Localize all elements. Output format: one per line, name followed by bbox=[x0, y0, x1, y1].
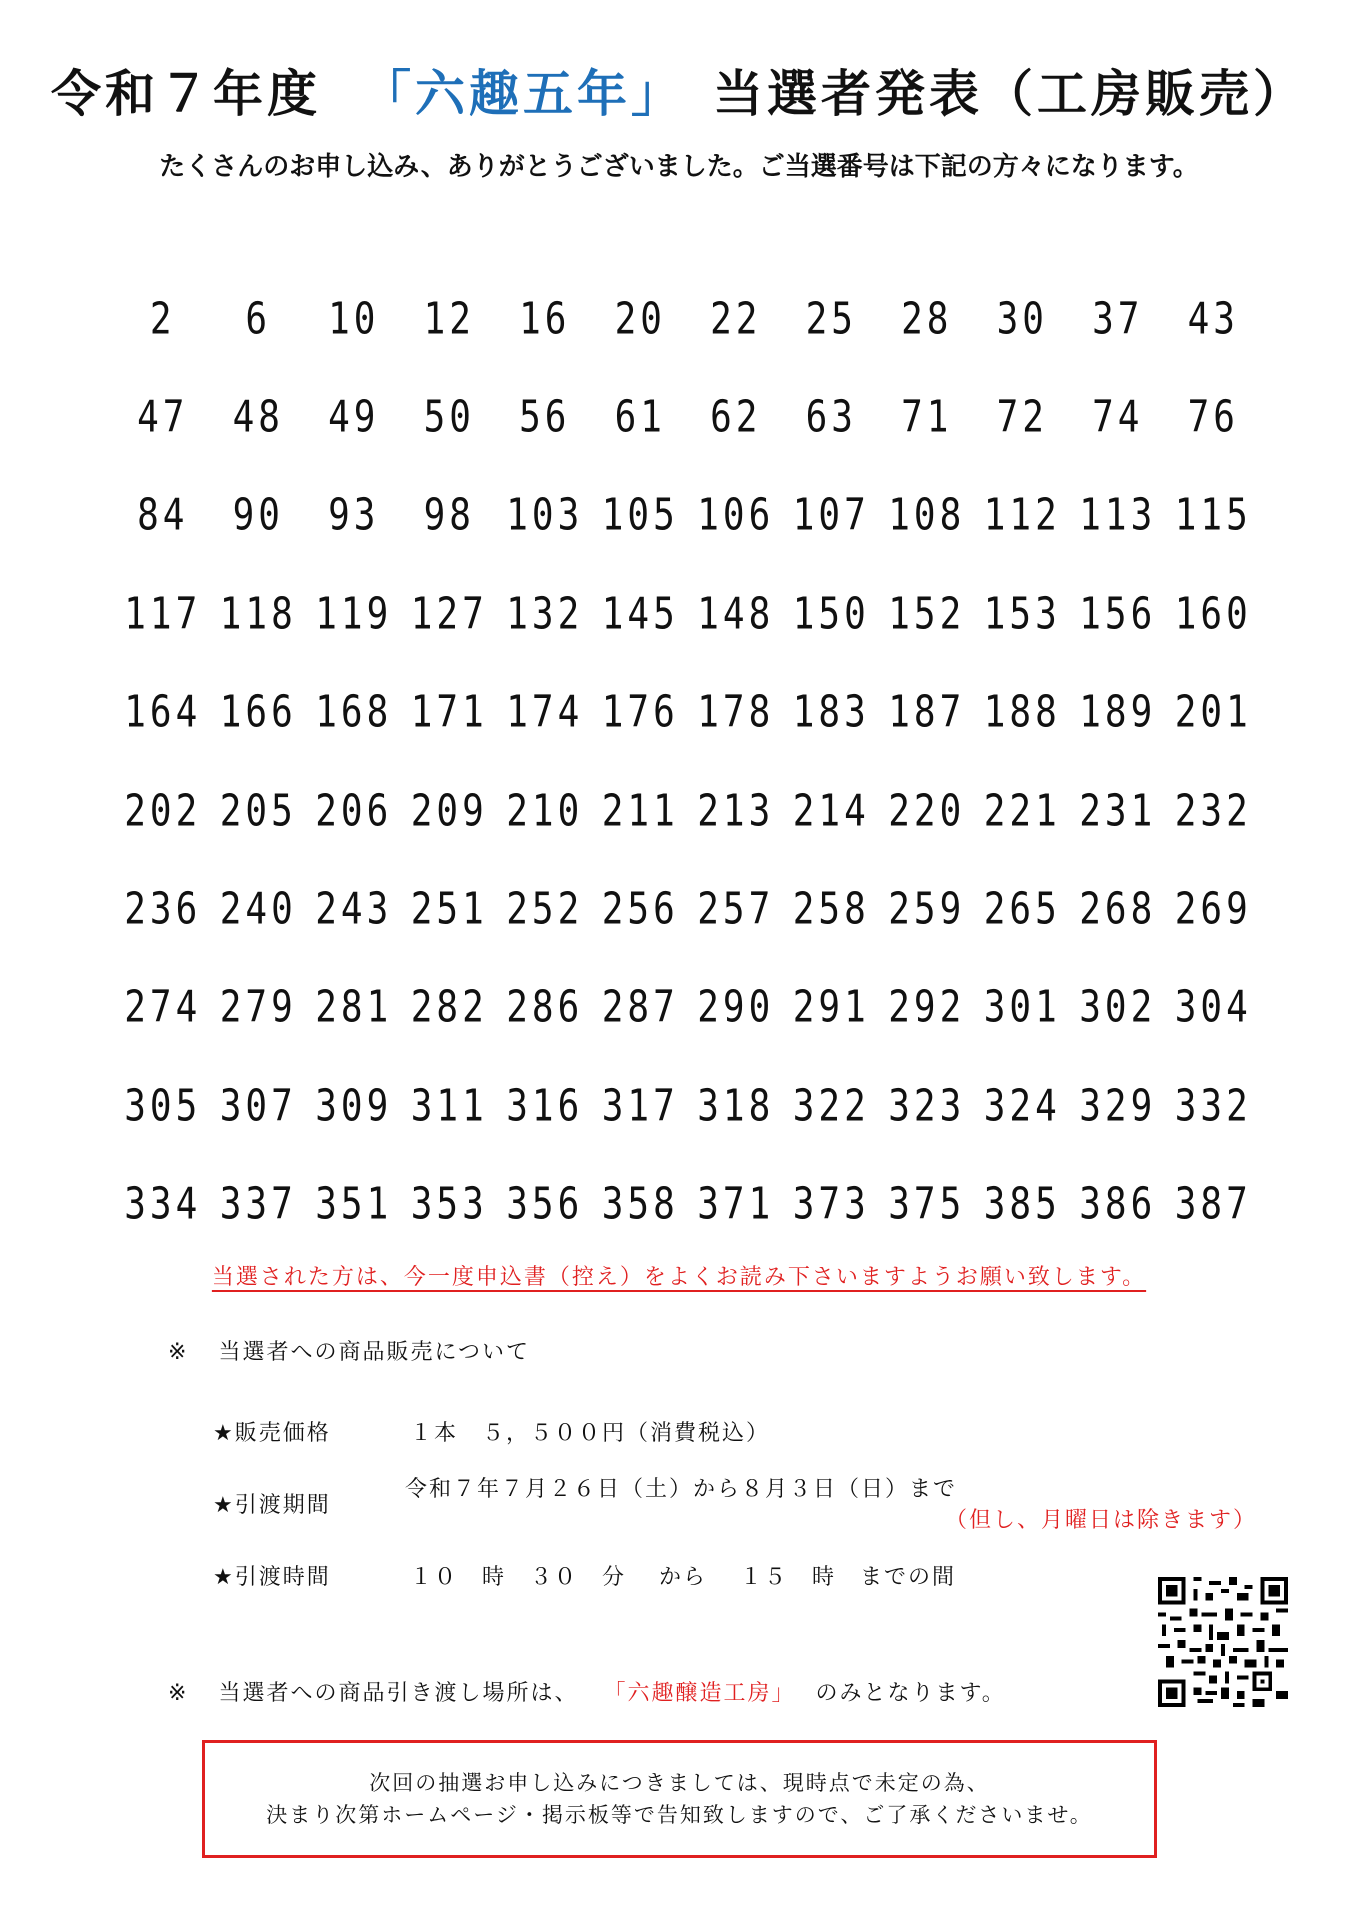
winning-number: 49 bbox=[328, 392, 380, 443]
winning-number: 127 bbox=[410, 589, 488, 640]
winning-number: 106 bbox=[697, 490, 775, 541]
winning-number: 211 bbox=[601, 786, 679, 837]
winning-number: 12 bbox=[423, 294, 475, 345]
number-row bbox=[115, 664, 1261, 762]
winning-number: 324 bbox=[983, 1081, 1061, 1132]
winning-number: 281 bbox=[315, 982, 393, 1033]
winning-number: 259 bbox=[888, 884, 966, 935]
page-subtitle: たくさんのお申し込み、ありがとうございました。ご当選番号は下記の方々になります。 bbox=[159, 152, 1199, 182]
winning-number: 178 bbox=[697, 687, 775, 738]
winning-number: 213 bbox=[697, 786, 775, 837]
winning-number: 371 bbox=[697, 1179, 775, 1230]
winning-number: 105 bbox=[601, 490, 679, 541]
winning-number: 252 bbox=[506, 884, 584, 935]
winning-number: 119 bbox=[315, 589, 393, 640]
winning-number: 117 bbox=[124, 589, 202, 640]
winning-number: 74 bbox=[1092, 392, 1144, 443]
number-row bbox=[115, 762, 1261, 860]
number-row bbox=[115, 1156, 1261, 1254]
next-lottery-notice-box bbox=[202, 1740, 1157, 1858]
winning-number: 160 bbox=[1174, 589, 1252, 640]
winning-number: 251 bbox=[410, 884, 488, 935]
winning-number: 150 bbox=[792, 589, 870, 640]
winning-number: 353 bbox=[410, 1179, 488, 1230]
winning-number: 188 bbox=[983, 687, 1061, 738]
winning-number: 322 bbox=[792, 1081, 870, 1132]
winning-number: 305 bbox=[124, 1081, 202, 1132]
time-label: ★引渡時間 bbox=[213, 1565, 331, 1590]
winning-number: 290 bbox=[697, 982, 775, 1033]
winning-number: 316 bbox=[506, 1081, 584, 1132]
winning-number: 176 bbox=[601, 687, 679, 738]
winning-number: 62 bbox=[710, 392, 762, 443]
winning-number: 90 bbox=[232, 490, 284, 541]
winning-number: 25 bbox=[805, 294, 857, 345]
winning-number: 265 bbox=[983, 884, 1061, 935]
reminder-notice-text: 当選された方は、今一度申込書（控え）をよくお読み下さいますようお願い致します。 bbox=[211, 1265, 1147, 1290]
period-value: 令和７年７月２６日（土）から８月３日（日）まで bbox=[405, 1477, 958, 1502]
winning-number: 231 bbox=[1079, 786, 1157, 837]
winning-number: 6 bbox=[245, 294, 272, 345]
winning-number: 164 bbox=[124, 687, 202, 738]
winning-number: 301 bbox=[983, 982, 1061, 1033]
winning-number: 268 bbox=[1079, 884, 1157, 935]
delivery-note-suffix: のみとなります。 bbox=[815, 1681, 1006, 1706]
winning-number: 221 bbox=[983, 786, 1061, 837]
winning-number: 292 bbox=[888, 982, 966, 1033]
winning-number: 291 bbox=[792, 982, 870, 1033]
winning-number: 145 bbox=[601, 589, 679, 640]
winning-number: 61 bbox=[614, 392, 666, 443]
winning-number: 113 bbox=[1079, 490, 1157, 541]
winning-number: 257 bbox=[697, 884, 775, 935]
winning-number: 205 bbox=[219, 786, 297, 837]
winning-number: 50 bbox=[423, 392, 475, 443]
winning-number: 152 bbox=[888, 589, 966, 640]
winning-number: 386 bbox=[1079, 1179, 1157, 1230]
winning-number: 43 bbox=[1187, 294, 1239, 345]
winning-number: 206 bbox=[315, 786, 393, 837]
winning-number: 243 bbox=[315, 884, 393, 935]
winning-number: 287 bbox=[601, 982, 679, 1033]
winning-number: 103 bbox=[506, 490, 584, 541]
winning-number: 112 bbox=[983, 490, 1061, 541]
price-label: ★販売価格 bbox=[213, 1421, 331, 1446]
winning-number: 187 bbox=[888, 687, 966, 738]
winning-number: 256 bbox=[601, 884, 679, 935]
winning-number: 323 bbox=[888, 1081, 966, 1132]
period-exception: （但し、月曜日は除きます） bbox=[945, 1508, 1258, 1533]
winning-number: 84 bbox=[137, 490, 189, 541]
next-notice-line2: 決まり次第ホームページ・掲示板等で告知致しますので、ご了承くださいませ。 bbox=[266, 1803, 1093, 1827]
winning-number: 220 bbox=[888, 786, 966, 837]
winning-number: 202 bbox=[124, 786, 202, 837]
number-row bbox=[115, 467, 1261, 565]
page-title bbox=[0, 54, 1358, 126]
winning-number: 132 bbox=[506, 589, 584, 640]
winning-number: 30 bbox=[996, 294, 1048, 345]
winning-number: 108 bbox=[888, 490, 966, 541]
winning-number: 93 bbox=[328, 490, 380, 541]
winning-number: 311 bbox=[410, 1081, 488, 1132]
winning-number: 72 bbox=[996, 392, 1048, 443]
winning-number: 351 bbox=[315, 1179, 393, 1230]
number-row bbox=[115, 959, 1261, 1057]
reference-mark-icon: ※ bbox=[168, 1340, 189, 1365]
winning-number: 171 bbox=[410, 687, 488, 738]
winning-number: 332 bbox=[1174, 1081, 1252, 1132]
winning-number: 10 bbox=[328, 294, 380, 345]
winning-number: 329 bbox=[1079, 1081, 1157, 1132]
winning-number: 48 bbox=[232, 392, 284, 443]
sales-note bbox=[168, 1335, 530, 1366]
winning-number: 189 bbox=[1079, 687, 1157, 738]
winning-number: 156 bbox=[1079, 589, 1157, 640]
number-row bbox=[115, 565, 1261, 663]
number-row bbox=[115, 270, 1261, 368]
winning-number: 16 bbox=[519, 294, 571, 345]
winning-number: 166 bbox=[219, 687, 297, 738]
winning-number: 318 bbox=[697, 1081, 775, 1132]
winning-number: 37 bbox=[1092, 294, 1144, 345]
winning-number: 309 bbox=[315, 1081, 393, 1132]
winning-number: 210 bbox=[506, 786, 584, 837]
winning-number: 148 bbox=[697, 589, 775, 640]
winning-number: 373 bbox=[792, 1179, 870, 1230]
winning-number: 214 bbox=[792, 786, 870, 837]
winning-number: 304 bbox=[1174, 982, 1252, 1033]
winning-number: 286 bbox=[506, 982, 584, 1033]
reminder-notice bbox=[0, 1260, 1358, 1291]
winning-number: 334 bbox=[124, 1179, 202, 1230]
period-label: ★引渡期間 bbox=[213, 1493, 331, 1518]
number-row bbox=[115, 368, 1261, 466]
delivery-place: 「六趣醸造工房」 bbox=[614, 1681, 796, 1706]
delivery-note bbox=[168, 1676, 1006, 1707]
winning-number: 337 bbox=[219, 1179, 297, 1230]
winning-number: 47 bbox=[137, 392, 189, 443]
winning-number: 183 bbox=[792, 687, 870, 738]
delivery-note-text: 当選者への商品引き渡し場所は、 bbox=[218, 1681, 579, 1706]
winning-number: 63 bbox=[805, 392, 857, 443]
winning-number: 279 bbox=[219, 982, 297, 1033]
winning-number: 387 bbox=[1174, 1179, 1252, 1230]
title-suffix: 当選者発表（工房販売） bbox=[713, 65, 1307, 123]
winning-number: 282 bbox=[410, 982, 488, 1033]
winning-number: 385 bbox=[983, 1179, 1061, 1230]
winning-number: 168 bbox=[315, 687, 393, 738]
winning-number: 107 bbox=[792, 490, 870, 541]
winning-number: 98 bbox=[423, 490, 475, 541]
winning-number: 28 bbox=[901, 294, 953, 345]
winning-number: 118 bbox=[219, 589, 297, 640]
number-row bbox=[115, 860, 1261, 958]
winning-number: 174 bbox=[506, 687, 584, 738]
number-row bbox=[115, 1057, 1261, 1155]
winning-number: 274 bbox=[124, 982, 202, 1033]
winning-number: 236 bbox=[124, 884, 202, 935]
winning-number: 201 bbox=[1174, 687, 1252, 738]
winning-number: 20 bbox=[614, 294, 666, 345]
winning-numbers-grid bbox=[115, 270, 1261, 1254]
reference-mark-icon: ※ bbox=[168, 1681, 189, 1706]
winning-number: 71 bbox=[901, 392, 953, 443]
winning-number: 356 bbox=[506, 1179, 584, 1230]
winning-number: 375 bbox=[888, 1179, 966, 1230]
product-name: 「六趣五年」 bbox=[361, 65, 685, 123]
winning-number: 209 bbox=[410, 786, 488, 837]
price-value: １本 ５，５００円（消費税込） bbox=[410, 1421, 771, 1446]
qr-code[interactable] bbox=[1157, 1577, 1289, 1707]
winning-number: 22 bbox=[710, 294, 762, 345]
winning-number: 76 bbox=[1187, 392, 1239, 443]
winning-number: 358 bbox=[601, 1179, 679, 1230]
winning-number: 56 bbox=[519, 392, 571, 443]
winning-number: 153 bbox=[983, 589, 1061, 640]
time-value: １０ 時 ３０ 分 から １５ 時 までの間 bbox=[410, 1565, 956, 1590]
next-notice-line1: 次回の抽選お申し込みにつきましては、現時点で未定の為、 bbox=[369, 1771, 990, 1795]
sales-note-text: 当選者への商品販売について bbox=[218, 1340, 530, 1365]
winning-number: 115 bbox=[1174, 490, 1252, 541]
winning-number: 2 bbox=[149, 294, 176, 345]
winning-number: 269 bbox=[1174, 884, 1252, 935]
winning-number: 302 bbox=[1079, 982, 1157, 1033]
winning-number: 258 bbox=[792, 884, 870, 935]
winning-number: 307 bbox=[219, 1081, 297, 1132]
winning-number: 317 bbox=[601, 1081, 679, 1132]
title-prefix: 令和７年度 bbox=[51, 65, 321, 123]
winning-number: 240 bbox=[219, 884, 297, 935]
winning-number: 232 bbox=[1174, 786, 1252, 837]
